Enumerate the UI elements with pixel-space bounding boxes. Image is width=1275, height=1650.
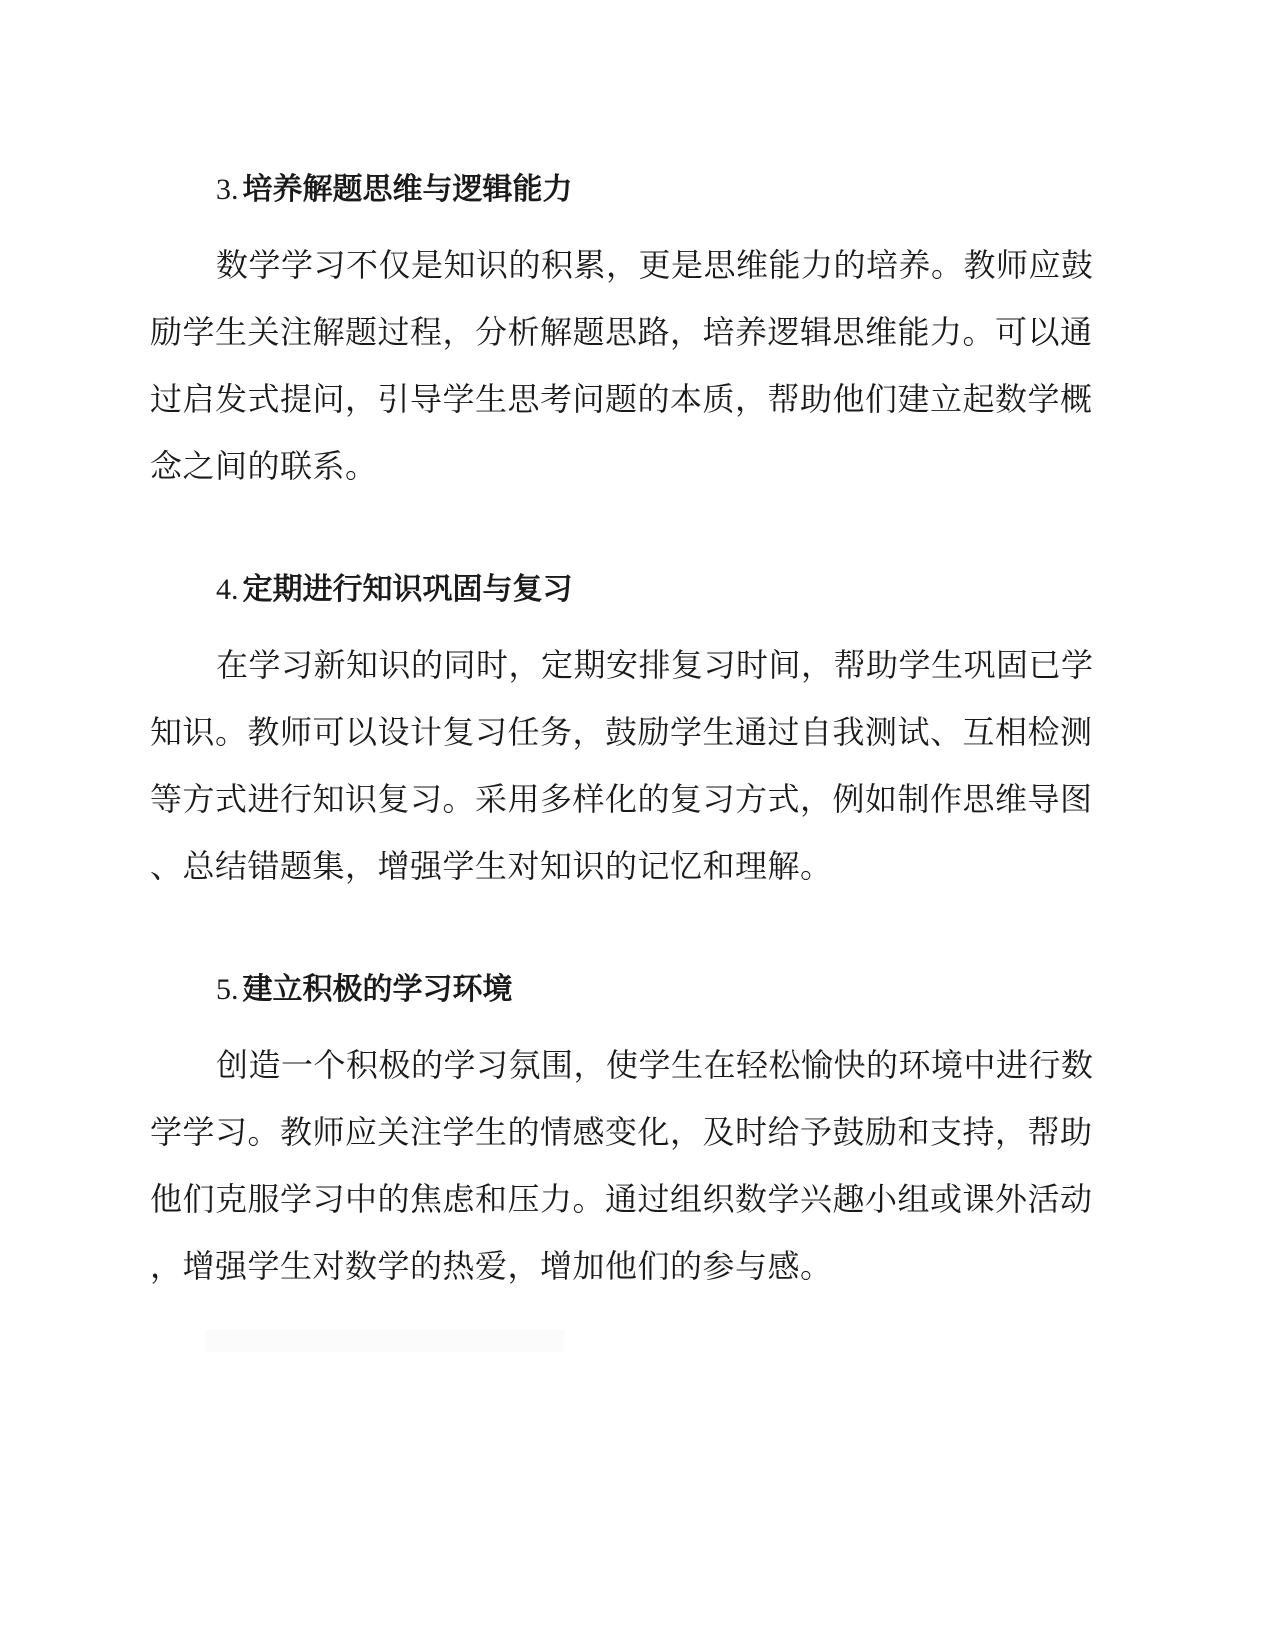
paragraph-line: 过启发式提问，引导学生思考问题的本质，帮助他们建立起数学概: [150, 380, 1093, 418]
section-heading: [150, 168, 1120, 212]
section-title: 建立积极的学习环境: [242, 972, 513, 1007]
section-title: 培养解题思维与逻辑能力: [242, 172, 573, 207]
section-4: [150, 568, 1120, 900]
section-paragraph: [150, 632, 1120, 900]
section-number: 5.: [216, 973, 239, 1006]
paragraph-line: ，增强学生对数学的热爱，增加他们的参与感。: [150, 1247, 833, 1285]
section-title: 定期进行知识巩固与复习: [242, 572, 573, 607]
paragraph-line: 念之间的联系。: [150, 447, 378, 485]
paragraph-line: 他们克服学习中的焦虑和压力。通过组织数学兴趣小组或课外活动: [150, 1180, 1093, 1218]
paragraph-line: 学学习。教师应关注学生的情感变化，及时给予鼓励和支持，帮助: [150, 1113, 1093, 1151]
section-number: 3.: [216, 173, 239, 206]
faint-artifact: [205, 1330, 565, 1352]
section-heading: [150, 568, 1120, 612]
paragraph-line: 在学习新知识的同时，定期安排复习时间，帮助学生巩固已学: [216, 646, 1094, 684]
section-5: [150, 968, 1120, 1300]
paragraph-line: 励学生关注解题过程，分析解题思路，培养逻辑思维能力。可以通: [150, 313, 1093, 351]
paragraph-line: 数学学习不仅是知识的积累，更是思维能力的培养。教师应鼓: [216, 246, 1094, 284]
section-paragraph: [150, 232, 1120, 500]
paragraph-line: 等方式进行知识复习。采用多样化的复习方式，例如制作思维导图: [150, 780, 1093, 818]
section-3: [150, 168, 1120, 500]
paragraph-line: 创造一个积极的学习氛围，使学生在轻松愉快的环境中进行数: [216, 1046, 1094, 1084]
section-number: 4.: [216, 573, 239, 606]
section-heading: [150, 968, 1120, 1012]
paragraph-line: 、总结错题集，增强学生对知识的记忆和理解。: [150, 847, 833, 885]
section-paragraph: [150, 1032, 1120, 1300]
paragraph-line: 知识。教师可以设计复习任务，鼓励学生通过自我测试、互相检测: [150, 713, 1093, 751]
